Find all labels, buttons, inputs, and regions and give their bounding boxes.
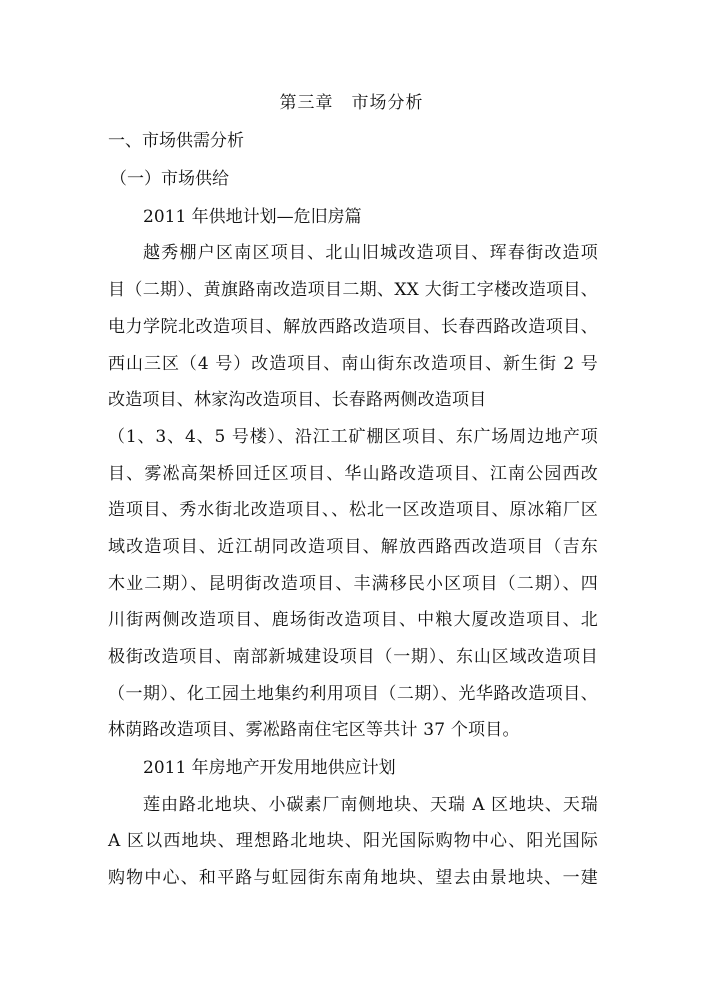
subsection-heading: （一）市场供给 <box>110 169 229 189</box>
paragraph-line: 域改造项目、近江胡同改造项目、解放西路西改造项目（吉东 <box>108 537 598 557</box>
paragraph-line: 购物中心、和平路与虹园街东南角地块、望去由景地块、一建 <box>108 868 598 888</box>
paragraph-line: 目、雾凇高架桥回迁区项目、华山路改造项目、江南公园西改 <box>108 464 598 484</box>
paragraph-line: 极街改造项目、南部新城建设项目（一期）、东山区域改造项目 <box>108 647 598 667</box>
paragraph-line: 木业二期）、昆明街改造项目、丰满移民小区项目（二期）、四 <box>108 574 598 594</box>
paragraph-line: A 区以西地块、理想路北地块、阳光国际购物中心、阳光国际 <box>108 831 598 851</box>
paragraph-line: 林荫路改造项目、雾凇路南住宅区等共计 37 个项目。 <box>108 720 520 740</box>
paragraph-line: 目（二期）、黄旗路南改造项目二期、XX 大街工字楼改造项目、 <box>108 280 598 300</box>
paragraph-line: 川街两侧改造项目、鹿场街改造项目、中粮大厦改造项目、北 <box>108 610 598 630</box>
paragraph-line: 改造项目、林家沟改造项目、长春路两侧改造项目 <box>108 390 487 410</box>
paragraph-line: （一期）、化工园土地集约利用项目（二期）、光华路改造项目、 <box>108 684 598 704</box>
heading-development-land-plan: 2011 年房地产开发用地供应计划 <box>143 758 396 778</box>
paragraph-line: 越秀棚户区南区项目、北山旧城改造项目、珲春街改造项 <box>143 243 598 263</box>
paragraph-line: 莲由路北地块、小碳素厂南侧地块、天瑞 A 区地块、天瑞 <box>143 795 598 815</box>
paragraph-line: （1、3、4、5 号楼）、沿江工矿棚区项目、东广场周边地产项 <box>108 427 598 447</box>
heading-land-supply-plan: 2011 年供地计划—危旧房篇 <box>143 207 362 227</box>
paragraph-line: 西山三区（4 号）改造项目、南山街东改造项目、新生街 2 号 <box>108 354 598 374</box>
chapter-title: 第三章 市场分析 <box>279 93 424 113</box>
paragraph-line: 电力学院北改造项目、解放西路改造项目、长春西路改造项目、 <box>108 317 598 337</box>
paragraph-line: 造项目、秀水街北改造项目、、松北一区改造项目、原冰箱厂区 <box>108 500 598 520</box>
section-heading: 一、市场供需分析 <box>108 131 244 151</box>
